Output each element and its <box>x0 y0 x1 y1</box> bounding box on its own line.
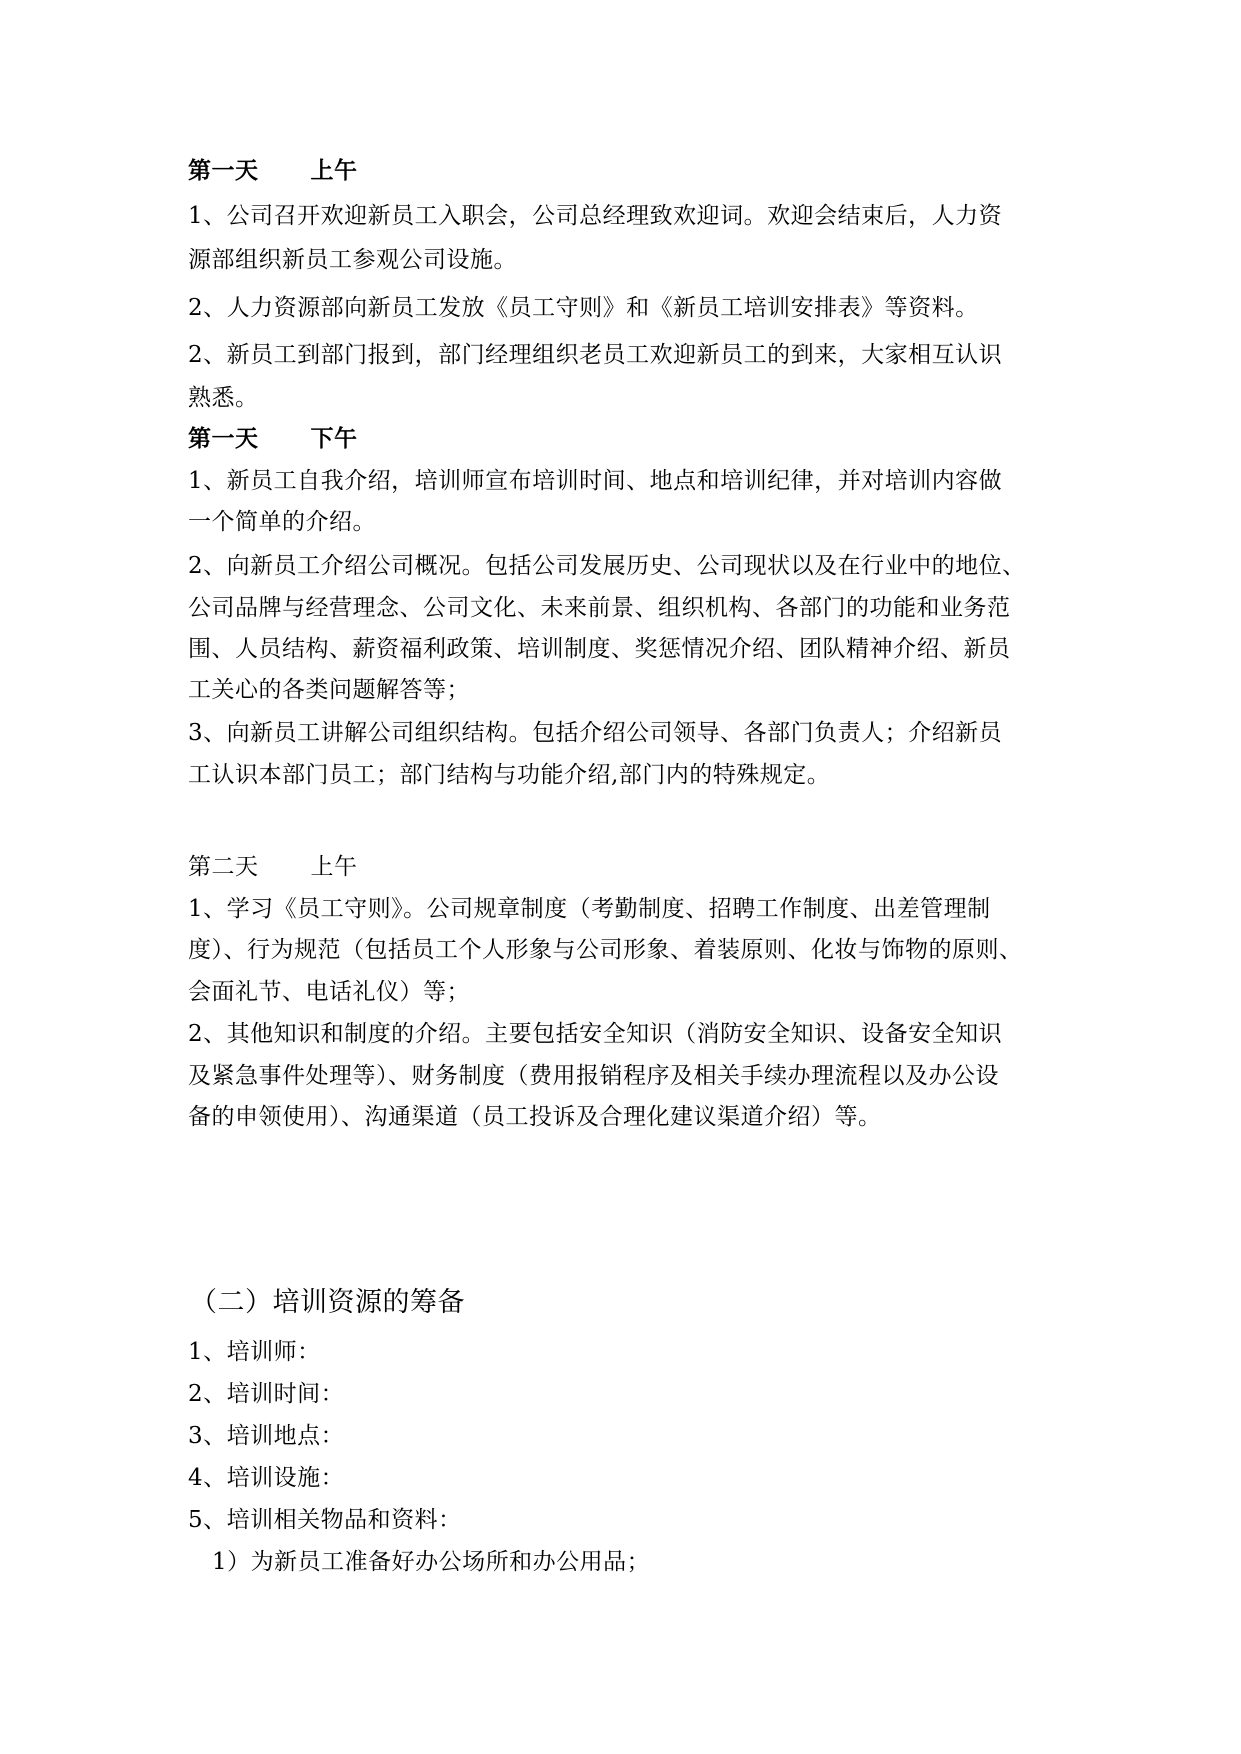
day2-am-line-4: 2、其他知识和制度的介绍。主要包括安全知识（消防安全知识、设备安全知识 <box>188 1021 1003 1047</box>
resources-item-4: 4、培训设施： <box>188 1465 345 1491</box>
day1-am-line-5: 熟悉。 <box>188 385 259 411</box>
day1-pm-line-2: 一个简单的介绍。 <box>188 509 376 535</box>
resources-item-5: 5、培训相关物品和资料： <box>188 1507 462 1533</box>
resources-item-1: 1、培训师： <box>188 1339 321 1365</box>
day2-am-heading-day: 第二天 <box>188 854 259 880</box>
day1-am-line-3: 2、人力资源部向新员工发放《员工守则》和《新员工培训安排表》等资料。 <box>188 295 979 321</box>
resources-sub-item-1: 1）为新员工准备好办公场所和办公用品； <box>212 1549 651 1575</box>
day1-am-heading <box>188 156 358 186</box>
day2-am-line-2: 度）、行为规范（包括员工个人形象与公司形象、着装原则、化妆与饰物的原则、 <box>188 937 1023 963</box>
day1-pm-heading-day: 第一天 <box>188 425 259 452</box>
day2-am-heading <box>188 852 358 882</box>
day1-pm-line-4: 公司品牌与经营理念、公司文化、未来前景、组织机构、各部门的功能和业务范 <box>188 595 1011 621</box>
day2-am-heading-time: 上午 <box>310 854 358 880</box>
resources-title: （二）培训资源的筹备 <box>190 1287 465 1318</box>
day1-pm-line-8: 工认识本部门员工；部门结构与功能介绍,部门内的特殊规定。 <box>188 762 831 788</box>
day2-am-line-6: 备的申领使用）、沟通渠道（员工投诉及合理化建议渠道介绍）等。 <box>188 1104 882 1130</box>
day2-am-line-1: 1、学习《员工守则》。公司规章制度（考勤制度、招聘工作制度、出差管理制 <box>188 896 991 922</box>
day1-am-line-4: 2、新员工到部门报到，部门经理组织老员工欢迎新员工的到来，大家相互认识 <box>188 342 1003 368</box>
day1-pm-line-6: 工关心的各类问题解答等； <box>188 677 470 703</box>
day1-am-line-2: 源部组织新员工参观公司设施。 <box>188 247 517 273</box>
day1-pm-heading <box>188 424 358 454</box>
day1-pm-line-5: 围、人员结构、薪资福利政策、培训制度、奖惩情况介绍、团队精神介绍、新员 <box>188 636 1011 662</box>
day1-pm-line-1: 1、新员工自我介绍，培训师宣布培训时间、地点和培训纪律，并对培训内容做 <box>188 468 1003 494</box>
day1-pm-line-3: 2、向新员工介绍公司概况。包括公司发展历史、公司现状以及在行业中的地位、 <box>188 553 1026 579</box>
day1-am-line-1: 1、公司召开欢迎新员工入职会，公司总经理致欢迎词。欢迎会结束后，人力资 <box>188 203 1003 229</box>
resources-item-2: 2、培训时间： <box>188 1381 345 1407</box>
day2-am-line-5: 及紧急事件处理等）、财务制度（费用报销程序及相关手续办理流程以及办公设 <box>188 1063 999 1089</box>
day1-am-heading-day: 第一天 <box>188 157 259 184</box>
day1-am-heading-time: 上午 <box>310 157 358 184</box>
day2-am-line-3: 会面礼节、电话礼仪）等； <box>188 979 470 1005</box>
day1-pm-line-7: 3、向新员工讲解公司组织结构。包括介绍公司领导、各部门负责人；介绍新员 <box>188 720 1003 746</box>
day1-pm-heading-time: 下午 <box>310 425 358 452</box>
resources-item-3: 3、培训地点： <box>188 1423 345 1449</box>
